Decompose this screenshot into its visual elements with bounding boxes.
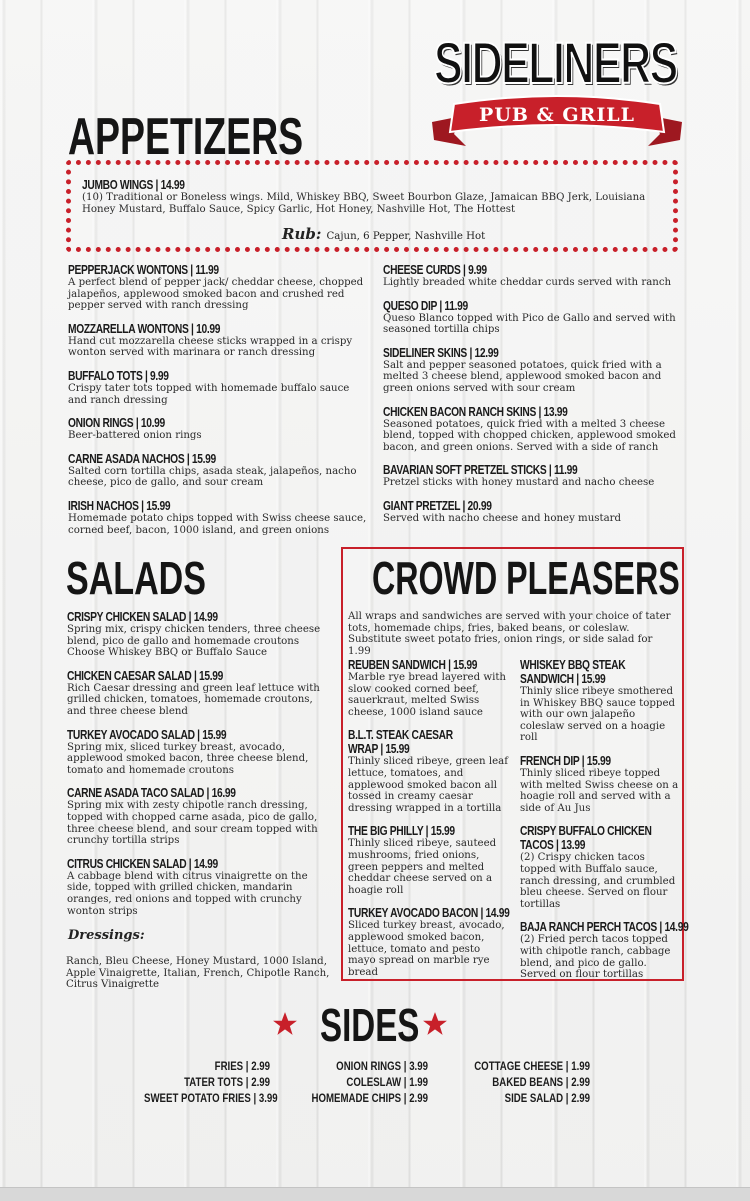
crowd-left-column	[348, 658, 510, 988]
menu-item	[348, 728, 510, 814]
menu-item	[67, 857, 335, 917]
menu-item	[67, 610, 335, 659]
item-desc: Spring mix, crispy chicken tenders, three cheese blend, pico de gallo and homemade croutons Choose Whiskey BBQ or Buffalo Sauce	[67, 624, 321, 659]
rub-label: Rub:	[282, 225, 322, 243]
menu-item	[383, 463, 683, 489]
side-item: COTTAGE CHEESE | 1.99	[474, 1061, 590, 1073]
appetizers-right-column	[383, 263, 683, 535]
wings-item	[82, 178, 662, 215]
menu-item	[68, 499, 368, 536]
item-desc: Spring mix with zesty chipotle ranch dressing, topped with chopped carne asada, pico de gallo, three cheese blend, and sour cream topped with crunchy tortilla strips	[67, 800, 318, 847]
item-name: CITRUS CHICKEN SALAD | 14.99	[67, 856, 218, 871]
appetizers-left-column	[68, 263, 368, 546]
item-name: BAJA RANCH PERCH TACOS | 14.99	[520, 920, 689, 935]
item-desc: Seasoned potatoes, quick fried with a melted 3 cheese blend, topped with chopped chicken, applewood smoked bacon, and green onions. Served with a side of ranch	[383, 418, 676, 453]
logo-banner-text: PUB & GRILL	[479, 104, 635, 126]
item-name: SIDELINER SKINS | 12.99	[383, 345, 499, 360]
item-name: ONION RINGS | 10.99	[68, 416, 165, 431]
item-name: CRISPY CHICKEN SALAD | 14.99	[67, 610, 218, 624]
item-desc: Homemade potato chips topped with Swiss cheese sauce, corned beef, bacon, 1000 island, and green onions	[68, 512, 367, 536]
side-item: SWEET POTATO FRIES | 3.99	[144, 1093, 278, 1105]
side-item: HOMEMADE CHIPS | 2.99	[311, 1093, 428, 1105]
item-desc: (2) Crispy chicken tacos topped with Buffalo sauce, ranch dressing, and crumbled bleu cheese. Served on flour tortillas	[520, 852, 676, 910]
item-name: IRISH NACHOS | 15.99	[68, 498, 171, 513]
item-name: TURKEY AVOCADO BACON | 14.99	[348, 906, 510, 921]
item-name: BAVARIAN SOFT PRETZEL STICKS | 11.99	[383, 463, 578, 478]
item-name: BUFFALO TOTS | 9.99	[68, 368, 169, 383]
menu-item	[520, 920, 689, 981]
menu-item	[383, 499, 683, 525]
side-item: FRIES | 2.99	[214, 1061, 270, 1073]
item-name: REUBEN SANDWICH | 15.99	[348, 658, 478, 672]
item-name: B.L.T. STEAK CAESAR	[348, 728, 453, 743]
item-desc: Served with nacho cheese and honey mustard	[383, 512, 622, 524]
menu-item	[520, 754, 680, 814]
item-desc: Sliced turkey breast, avocado, applewood smoked bacon, lettuce, tomato and pesto mayo spread on marble rye bread	[348, 920, 505, 978]
item-desc: Salt and pepper seasoned potatoes, quick fried with a melted 3 cheese blend, applewood smoked bacon and green onions served with sour cream	[383, 359, 662, 394]
item-name: TURKEY AVOCADO SALAD | 15.99	[67, 727, 227, 742]
side-item: COLESLAW | 1.99	[346, 1077, 428, 1089]
item-desc: Hand cut mozzarella cheese sticks wrapped in a crispy wonton served with marinara or ranch dressing	[68, 335, 353, 359]
appetizers-title: APPETIZERS	[68, 108, 304, 166]
item-name: CHICKEN CAESAR SALAD | 15.99	[67, 668, 224, 683]
item-name: CHEESE CURDS | 9.99	[383, 263, 487, 277]
item-desc: Queso Blanco topped with Pico de Gallo and served with seasoned tortilla chips	[383, 312, 676, 336]
item-desc: Marble rye bread layered with slow cooked corned beef, sauerkraut, melted Swiss cheese, 1000 island sauce	[348, 672, 506, 718]
menu-item	[520, 658, 680, 744]
sides-column-1	[120, 1059, 278, 1107]
menu-item	[383, 299, 683, 336]
item-desc: Lightly breaded white cheddar curds served with ranch	[383, 277, 672, 288]
item-name: THE BIG PHILLY | 15.99	[348, 824, 455, 839]
star-icon	[272, 1011, 298, 1037]
logo	[432, 31, 682, 154]
item-desc: Thinly sliced ribeye, green leaf lettuce, tomatoes, and applewood smoked bacon all tossed in creamy caesar dressing wrapped in a tortilla	[348, 756, 508, 814]
item-desc: Rich Caesar dressing and green leaf lettuce with grilled chicken, tomatoes, homemade croutons, and three cheese blend	[67, 682, 320, 717]
crowd-pleasers-title: CROWD PLEASERS	[372, 552, 680, 604]
side-item: SIDE SALAD | 2.99	[504, 1093, 590, 1105]
menu-item	[383, 263, 683, 289]
sides-column-3	[440, 1059, 590, 1107]
salads-title: SALADS	[66, 552, 206, 604]
item-name: GIANT PRETZEL | 20.99	[383, 498, 492, 513]
menu-item	[68, 263, 368, 312]
rub-text: Cajun, 6 Pepper, Nashville Hot	[326, 231, 486, 242]
item-desc: Thinly sliced ribeye, sauteed mushrooms, fried onions, green peppers and melted cheddar cheese served on a hoagie roll	[348, 838, 497, 896]
item-name-line2: TACOS | 13.99	[520, 838, 586, 853]
salads-column	[67, 610, 335, 927]
dressings-label: Dressings:	[68, 928, 145, 943]
menu-item	[68, 416, 368, 442]
item-desc: Thinly slice ribeye smothered in Whiskey BBQ sauce topped with our own jalapeño coleslaw served on a hoagie roll	[520, 686, 675, 744]
menu-item	[520, 824, 680, 910]
menu-item	[348, 824, 510, 896]
crowd-right-column	[520, 658, 689, 991]
item-name: CARNE ASADA TACO SALAD | 16.99	[67, 786, 236, 801]
menu-item	[348, 906, 510, 978]
item-desc: A perfect blend of pepper jack/ cheddar cheese, chopped jalapeños, applewood smoked bacon and crushed red pepper served with ranch dressing	[68, 277, 364, 312]
item-desc: Crispy tater tots topped with homemade buffalo sauce and ranch dressing	[68, 382, 350, 406]
menu-item	[68, 322, 368, 359]
menu-item	[383, 405, 683, 454]
item-desc: Beer-battered onion rings	[68, 430, 202, 442]
item-name: QUESO DIP | 11.99	[383, 298, 468, 313]
menu-item	[67, 728, 335, 777]
item-name: FRENCH DIP | 15.99	[520, 753, 611, 768]
item-name: CHICKEN BACON RANCH SKINS | 13.99	[383, 404, 568, 419]
crowd-intro: All wraps and sandwiches are served with your choice of tater tots, homemade chips, fries, baked beans, or coleslaw. Substitute sweet potato fries, onion rings, or side salad for 1.99	[348, 611, 671, 657]
item-name-line2: SANDWICH | 15.99	[520, 672, 606, 686]
item-name-line2: WRAP | 15.99	[348, 742, 410, 757]
sides-column-2	[278, 1059, 428, 1107]
item-desc: A cabbage blend with citrus vinaigrette on the side, topped with grilled chicken, mandarin oranges, red onions and topped with crunchy wonton strips	[67, 870, 308, 917]
logo-wordmark: SIDELINERS	[434, 31, 677, 96]
sides-title: SIDES	[320, 999, 420, 1051]
item-name: WHISKEY BBQ STEAK	[520, 658, 626, 672]
menu-item	[383, 346, 683, 395]
item-name: CRISPY BUFFALO CHICKEN	[520, 824, 652, 839]
next-page-edge	[0, 1187, 750, 1201]
item-desc: Pretzel sticks with honey mustard and nacho cheese	[383, 477, 655, 489]
item-name: PEPPERJACK WONTONS | 11.99	[68, 263, 219, 277]
item-desc: (2) Fried perch tacos topped with chipotle ranch, cabbage blend, and pico de gallo. Served on flour tortillas	[520, 934, 671, 981]
rub-line	[282, 224, 485, 243]
item-desc: Spring mix, sliced turkey breast, avocado, applewood smoked bacon, three cheese blend, tomato and homemade croutons	[67, 741, 309, 776]
menu-item	[68, 369, 368, 406]
side-item: TATER TOTS | 2.99	[184, 1077, 270, 1089]
menu-item	[67, 669, 335, 718]
item-desc: Thinly sliced ribeye topped with melted Swiss cheese on a hoagie roll and served with a side of Au Jus	[520, 767, 679, 814]
wings-name: JUMBO WINGS | 14.99	[82, 178, 185, 192]
star-icon	[422, 1011, 448, 1037]
menu-item	[68, 452, 368, 489]
menu-item	[67, 786, 335, 846]
wings-desc: (10) Traditional or Boneless wings. Mild, Whiskey BBQ, Sweet Bourbon Glaze, Jamaican BBQ Jerk, Louisiana Honey Mustard, Buffalo Sauce, Spicy Garlic, Hot Honey, Nashville Hot, The Hottest	[82, 192, 646, 215]
dressings-text: Ranch, Bleu Cheese, Honey Mustard, 1000 Island, Apple Vinaigrette, Italian, French, Chipotle Ranch, Citrus Vinaigrette	[66, 956, 330, 991]
item-desc: Salted corn tortilla chips, asada steak, jalapeños, nacho cheese, pico de gallo, and sour cream	[68, 465, 357, 489]
side-item: BAKED BEANS | 2.99	[492, 1077, 590, 1089]
item-name: MOZZARELLA WONTONS | 10.99	[68, 321, 221, 336]
menu-item	[348, 658, 510, 718]
side-item: ONION RINGS | 3.99	[336, 1061, 428, 1073]
item-name: CARNE ASADA NACHOS | 15.99	[68, 451, 216, 466]
